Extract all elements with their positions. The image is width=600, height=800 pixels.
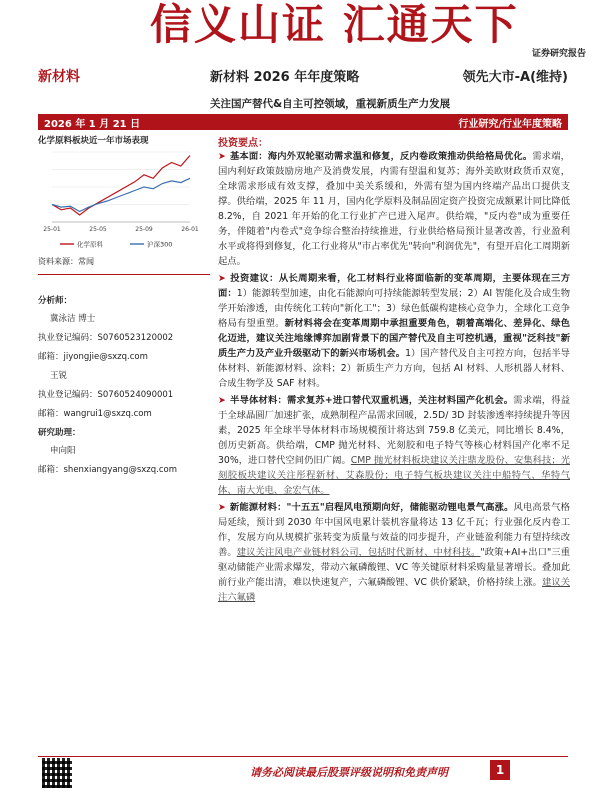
report-subtitle: 关注国产替代&自主可控领域，重视新质生产力发展 [210, 98, 451, 110]
assistant-name: 申向阳 [50, 446, 76, 456]
assistant-email[interactable]: 邮箱：shenxiangyang@sxzq.com [38, 465, 178, 475]
x-tick-label: 25-05 [89, 226, 107, 233]
banner-slogan: 信义山证 汇通天下 [150, 0, 519, 46]
date-bar [38, 114, 568, 130]
bullet-arrow-icon: ➤ [218, 395, 226, 406]
chart-container [38, 148, 210, 268]
chart-svg [38, 148, 210, 252]
series-line-1 [52, 178, 190, 211]
para-new-energy [218, 500, 570, 605]
para-recommend-2: 建议关注六氟磷 [218, 577, 570, 603]
report-category: 证券研究报告 [531, 49, 586, 59]
legend-label: 化学原料 [77, 240, 103, 249]
para-semiconductor [218, 393, 570, 498]
divider [38, 274, 210, 275]
analyst2-name: 王锐 [50, 371, 68, 381]
para-lead: 新能源材料："十五五"启程风电预期向好，储能驱动锂电景气高涨。 [229, 502, 514, 513]
para-tail: 1）国产替代及自主可控方向，包括半导体材料、新能源材料、涂料；2）新质生产力方向，包括 AI 材料、人形机器人材料、合成生物学及 SAF 材料。 [218, 348, 570, 389]
rating: 领先大市-A(维持) [462, 70, 568, 85]
analysts-block [38, 294, 210, 482]
para-recommend: CMP 抛光材料板块建议关注鼎龙股份、安集科技；光刻胶板块建议关注彤程新材、艾森股份；电子特气板块建议关注中船特气、华特气体、南大光电、金宏气体。 [218, 455, 571, 496]
legend-label: 沪深300 [147, 240, 173, 249]
chart-source: 资料来源：常闻 [38, 257, 94, 266]
para-body: 1）能源转型加速，由化石能源向可持续能源转型发展；2）AI 智能化及合成生物学开始渗透，由传统化工转向"新化工"；3）绿色低碳构建核心竞争力，全球化工竞争格局有望重塑。 [218, 288, 570, 329]
footer-disclaimer: 请务必阅读最后股票评级说明和免责声明 [250, 766, 448, 779]
para-lead: 基本面：海内外双轮驱动需求温和修复，反内卷政策推动供给格局优化。 [229, 151, 533, 162]
para-body: 需求端，得益于全球晶圆厂加速扩张，成熟制程产品需求回暖，2.5D/ 3D 封装渗透率持续提升等因素，2025 年全球半导体材料市场规模预计将达到 759.8 亿美元，同比增长 8.4%，创历史新高。供给端，CMP 抛光材料、光刻胶和电子特气等核心材料国产化率不足 30%，进口替代空间仍旧广阔。 [218, 395, 570, 466]
left-column [38, 134, 210, 734]
title-row [38, 66, 568, 88]
report-title: 新材料 2026 年年度策略 [210, 70, 360, 85]
analyst2-license: 执业登记编码：S0760524090001 [38, 390, 174, 400]
analysts-title: 分析师： [38, 296, 73, 306]
sector-name: 新材料 [38, 69, 80, 85]
para-investment [218, 271, 570, 391]
para-tail: "政策+AI+出口"三重驱动储能产业需求爆发，带动六氟磷酸锂、VC 等关键原材料采购量显著增长。叠加此前行业产能出清，难以快速复产，六氟磷酸锂、VC 供价紧缺，价格持续上涨。 [218, 547, 570, 588]
series-line-0 [52, 156, 190, 216]
para-recommend: 建议关注风电产业链材料公司，包括时代新材、中材科技。 [236, 547, 481, 558]
para-lead: 半导体材料：需求复苏+进口替代双重机遇，关注材料国产化机会。 [229, 395, 514, 406]
para-body: 需求端，国内利好政策鼓励房地产及消费发展，内需有望温和复苏；海外美欧财政货币双宽，全球需求形成有效支撑，叠加中美关系缓和，外需有望为国内终端产品出口提供支撑。供给端，2025 年 11 月，国内化学原料及制品固定资产投资完成额累计同比降低 8.2%，自 2021 年开始的化工行业扩产已进入尾声。供给端，"反内卷"成为重要任务，伴随着"内卷式"竞争综合整治持续推进，行业供给格局预计显著改善，行业盈利水平或将得到修复，化工行业将从"市占率优先"转向"利润优先"，有望开启化工周期新起点。 [218, 151, 570, 267]
page-number: 1 [490, 760, 510, 780]
report-type: 行业研究/行业年度策略 [458, 119, 562, 130]
bullet-arrow-icon: ➤ [218, 502, 226, 513]
qr-code-icon [42, 758, 72, 788]
x-tick-label: 25-01 [43, 226, 61, 233]
analyst1-email[interactable]: 邮箱：jiyongjie@sxzq.com [38, 352, 148, 362]
right-column [218, 134, 570, 607]
analyst1-license: 执业登记编码：S0760523120002 [38, 333, 174, 343]
bullet-arrow-icon: ➤ [218, 273, 226, 284]
assistant-title: 研究助理： [38, 428, 81, 438]
analyst2-email[interactable]: 邮箱：wangrui1@sxzq.com [38, 409, 152, 419]
footer-divider [38, 756, 568, 757]
chart-title: 化学原料板块近一年市场表现 [38, 136, 149, 146]
para-body: 风电高景气格局延续，预计到 2030 年中国风电累计装机容量将达 13 亿千瓦；行业强化反内卷工作，发展方向从规模扩张转变为质量与效益的同步提升，产业链盈利能力有望持续改善。 [218, 502, 570, 558]
section-title: 投资要点： [218, 138, 268, 149]
x-tick-label: 25-09 [135, 226, 153, 233]
header-banner [0, 0, 600, 46]
report-date: 2026 年 1 月 21 日 [44, 119, 141, 130]
analyst1-name: 冀泳洁 博士 [50, 314, 96, 324]
x-tick-label: 26-01 [181, 226, 199, 233]
para-highlight: 新材料将会在变革周期中承担重要角色，朝着高端化、差异化、绿色化迈进，建议关注地缘博弈加剧背景下的国产替代及自主可控机遇，重视"泛科技"新质生产力及产业升级驱动下的新兴市场机会。 [218, 318, 570, 359]
para-lead: 投资建议：从长周期来看，化工材料行业将面临新的变革周期，主要体现在三方面： [218, 273, 570, 299]
bullet-arrow-icon: ➤ [218, 151, 226, 162]
para-fundamentals [218, 149, 570, 269]
